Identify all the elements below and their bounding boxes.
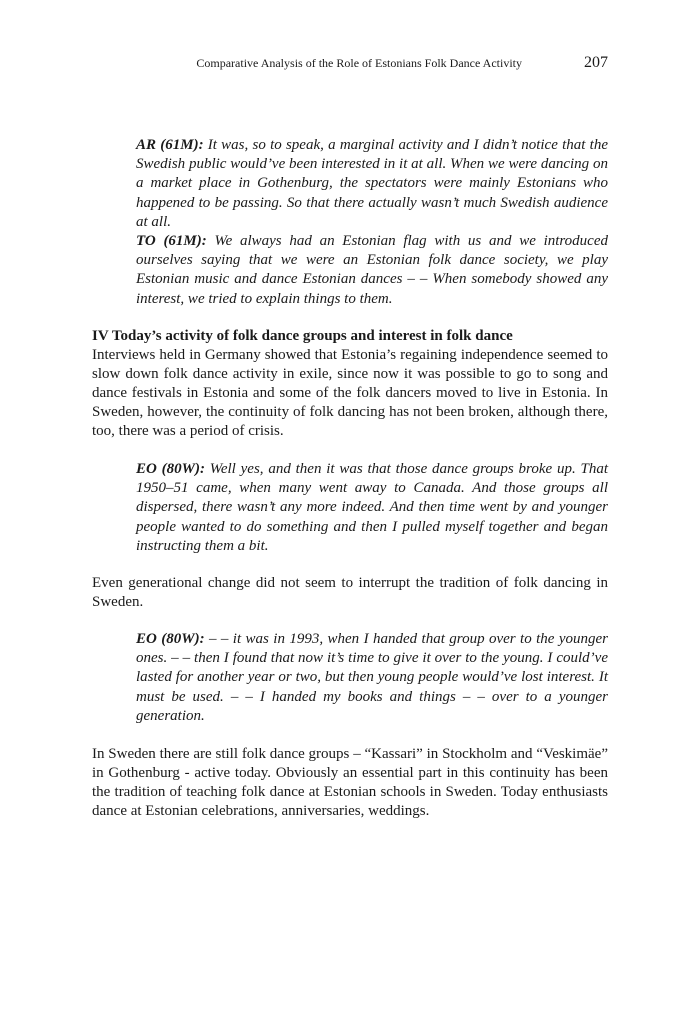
quote-text: We always had an Estonian flag with us and we introduced ourselves saying that we were an Estonian folk dance society, we play Estonian music and dance Estonian dances – – When somebody showed any interest, we tried to explain things to them. (136, 233, 608, 307)
paragraph: Interviews held in Germany showed that Estonia’s regaining independence seemed to slow down folk dance activity in exile, since now it was possible to go to song and dance festivals in Estonia and some of the folk dancers moved to live in Estonia. In Sweden, however, the continuity of folk dancing has not been broken, although there, too, there was a period of crisis. (92, 347, 608, 439)
page-number: 207 (584, 54, 608, 71)
section-block (92, 327, 608, 441)
running-title: Comparative Analysis of the Role of Estonians Folk Dance Activity (196, 56, 522, 70)
running-header (92, 55, 608, 75)
quote-eo (136, 460, 608, 556)
paragraph-block (92, 574, 608, 612)
paragraph: Even generational change did not seem to interrupt the tradition of folk dancing in Sweden. (92, 575, 608, 610)
speaker-label: TO (61M): (136, 233, 207, 250)
speaker-label: AR (61M): (136, 137, 204, 153)
quote-text: Well yes, and then it was that those dance groups broke up. That 1950–51 came, when many went away to Canada. And those groups all dispersed, there wasn’t any more indeed. And then time went by and younger people wanted to do something and then I pulled myself together and began instructing them a bit. (136, 461, 608, 554)
speaker-label: EO (80W): (136, 461, 205, 477)
paragraph-block (92, 745, 608, 821)
quote-text: – – it was in 1993, when I handed that group over to the younger ones. – – then I found that now it’s time to give it over to the young. I could’ve lasted for another year or two, but then young people would’ve lost interest. It must be used. – – I handed my books and things – – over to a younger generation. (136, 631, 608, 724)
quote-eo (136, 630, 608, 726)
interview-quote-3 (136, 630, 608, 726)
quote-text: It was, so to speak, a marginal activity and I didn’t notice that the Swedish public would’ve been interested in it at all. When we were dancing on a market place in Gothenburg, the spectators were mainly Estonians who happened to be passing. So that there actually wasn’t much Swedish audience at all. (136, 137, 608, 230)
quote-ar (136, 136, 608, 232)
interview-quote-1 (136, 136, 608, 309)
interview-quote-2 (136, 460, 608, 556)
paragraph: In Sweden there are still folk dance groups – “Kassari” in Stockholm and “Veskimäe” in Gothenburg - active today. Obviously an essential part in this continuity has been the tradition of teaching folk dance at Estonian schools in Sweden. Today enthusiasts dance at Estonian celebrations, anniversaries, weddings. (92, 746, 608, 819)
speaker-label: EO (80W): (136, 631, 205, 647)
quote-to (136, 232, 608, 309)
section-heading: IV Today’s activity of folk dance groups and interest in folk dance (92, 328, 513, 344)
